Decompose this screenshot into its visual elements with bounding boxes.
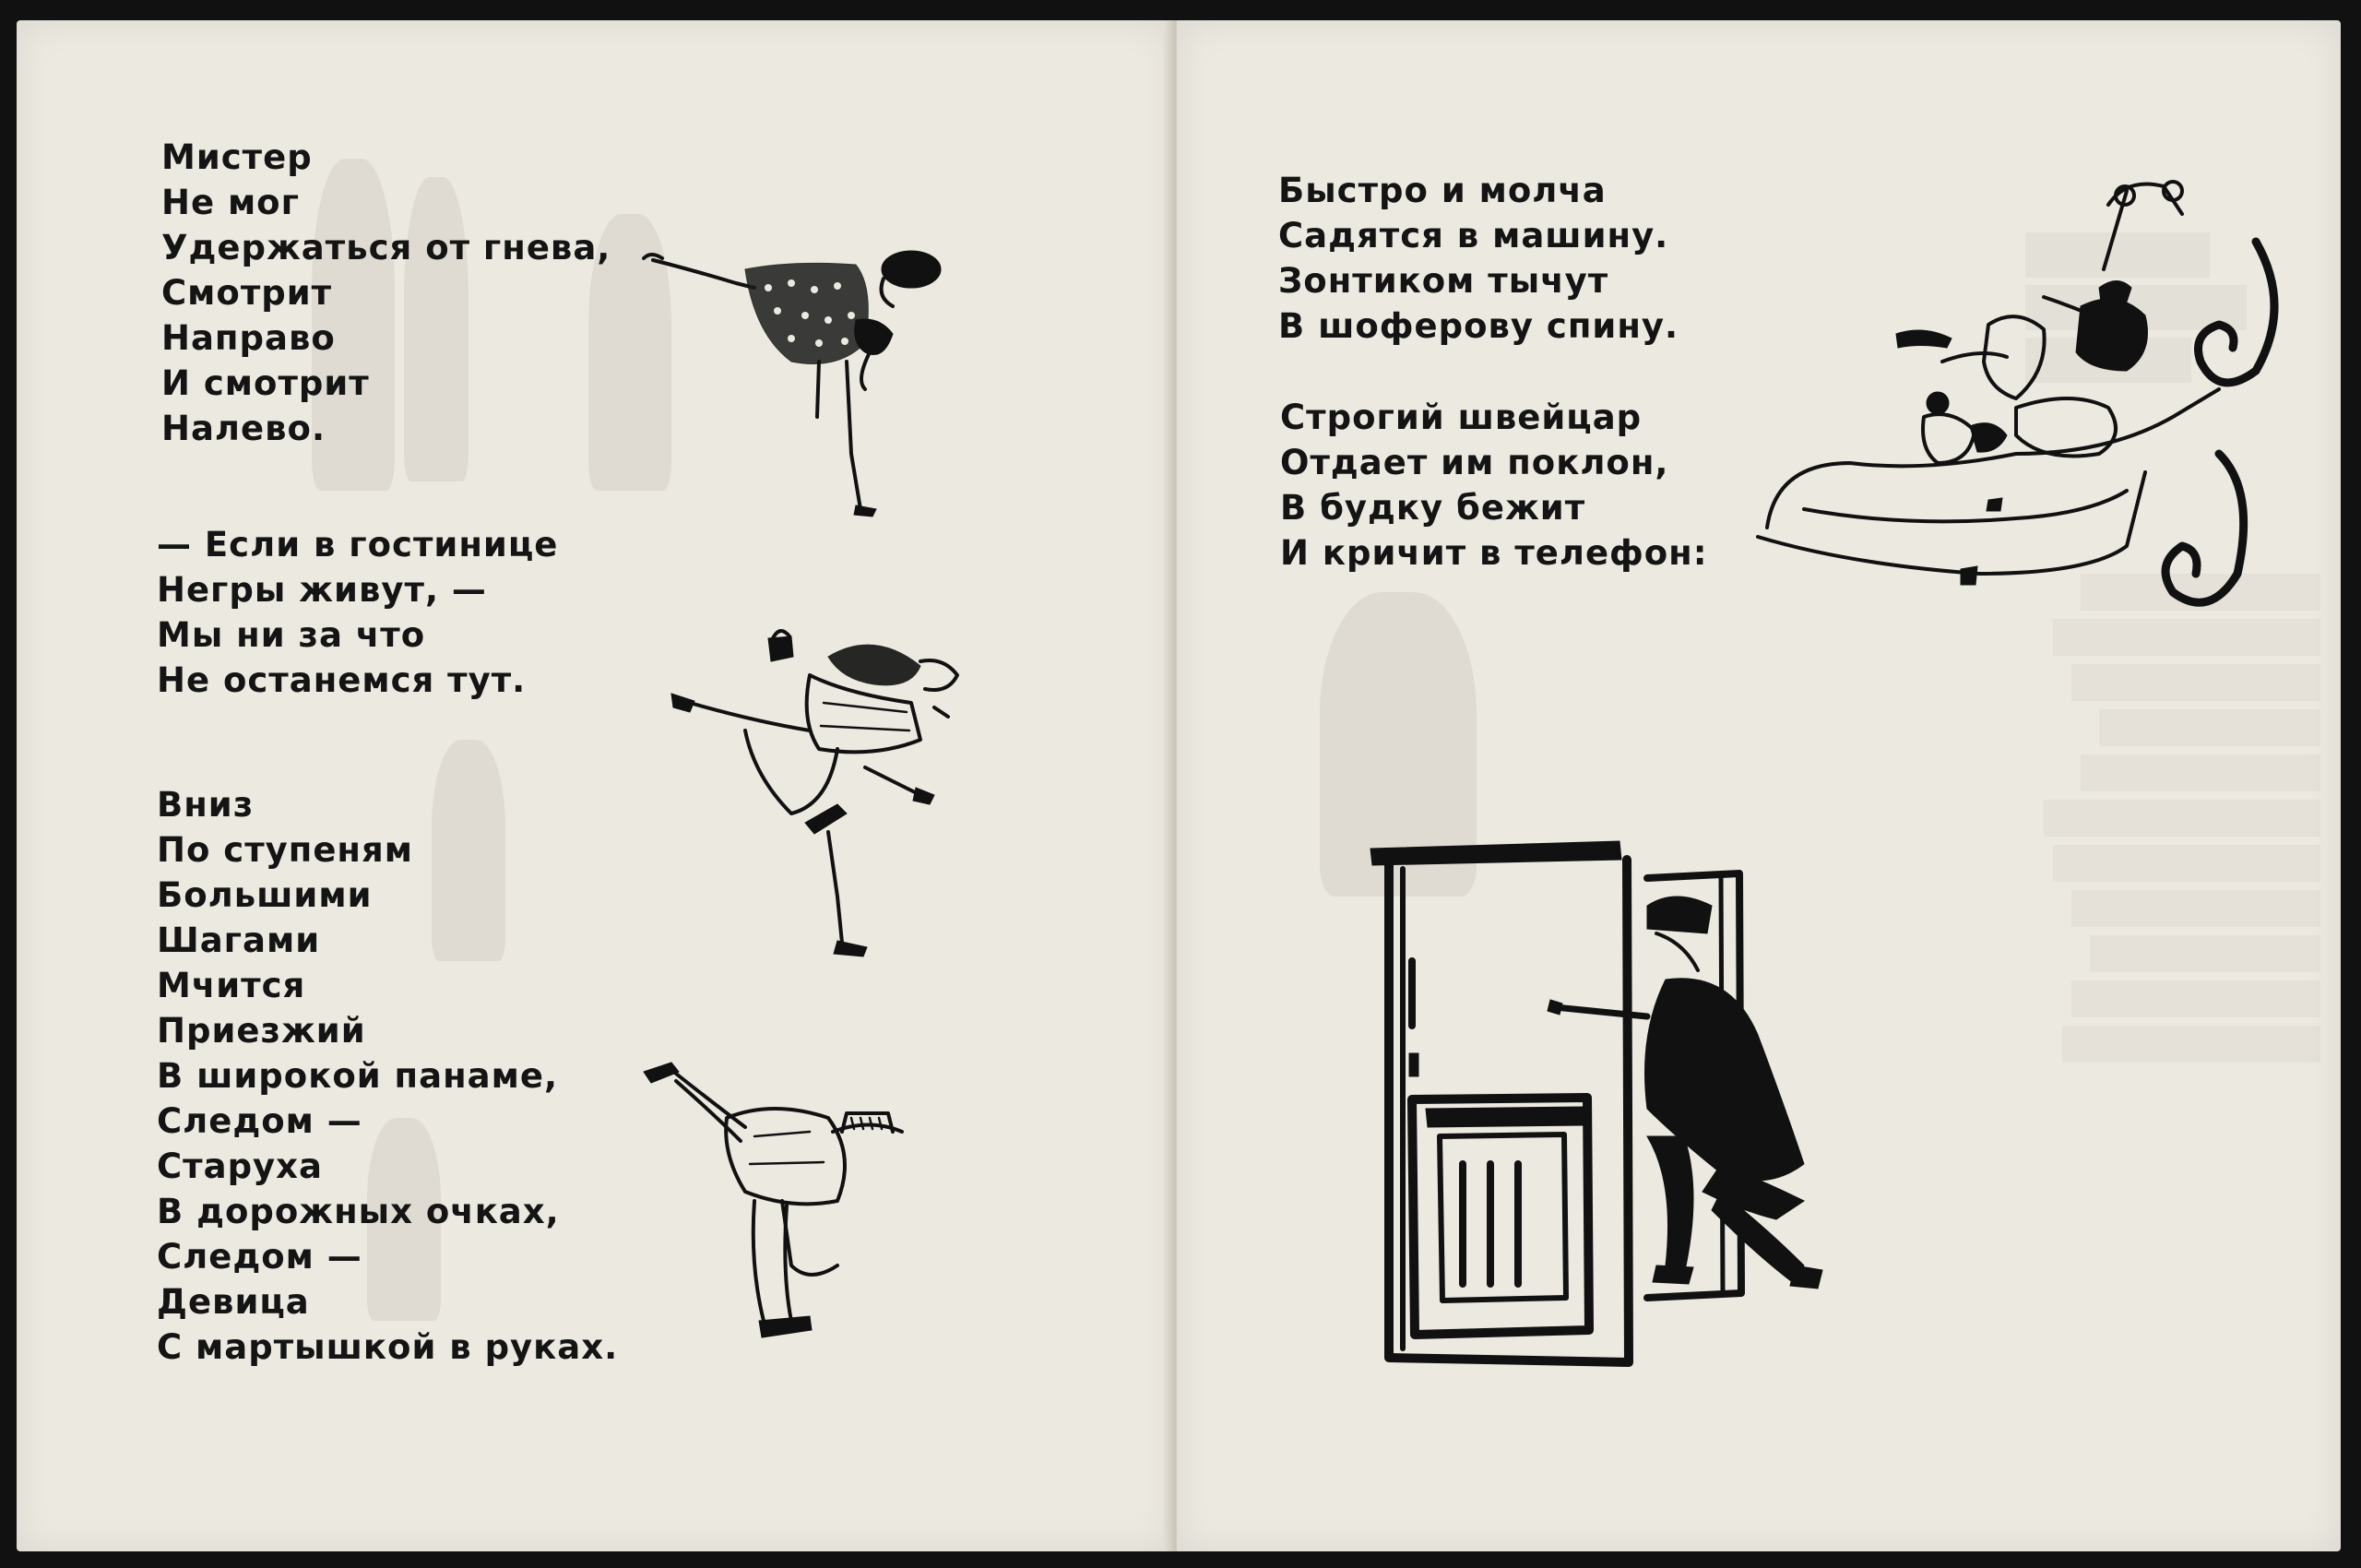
old-woman-running-illustration bbox=[616, 620, 1059, 989]
verse-line: Негры живут, — bbox=[157, 570, 487, 610]
verse-line: Следом — bbox=[157, 1101, 362, 1141]
stanza-3 bbox=[157, 782, 618, 1370]
car-with-passengers-illustration bbox=[1739, 159, 2274, 657]
verse-line: Мистер bbox=[161, 137, 313, 177]
stanza-2 bbox=[157, 522, 558, 703]
stanza-4 bbox=[1278, 168, 1679, 349]
verse-line: С мартышкой в руках. bbox=[157, 1327, 619, 1367]
verse-line: Девица bbox=[157, 1282, 310, 1322]
verse-line: Следом — bbox=[157, 1237, 362, 1277]
verse-line: Отдает им поклон, bbox=[1280, 443, 1669, 482]
right-page bbox=[1177, 20, 2341, 1551]
verse-line: — Если в гостинице bbox=[157, 525, 559, 564]
stanza-5 bbox=[1280, 395, 1708, 576]
left-page bbox=[17, 20, 1173, 1551]
verse-line: Зонтиком тычут bbox=[1278, 261, 1609, 301]
verse-line: Удержаться от гнева, bbox=[161, 228, 611, 267]
verse-line: Налево. bbox=[161, 409, 326, 448]
verse-line: Шагами bbox=[157, 921, 321, 960]
verse-line: Мчится bbox=[157, 966, 306, 1005]
stanza-1 bbox=[161, 135, 611, 451]
verse-line: Не мог bbox=[161, 183, 300, 222]
man-in-panama-running-illustration bbox=[625, 1044, 1068, 1395]
verse-line: Направо bbox=[161, 318, 336, 358]
verse-line: Большими bbox=[157, 875, 373, 915]
woman-with-monkey-illustration bbox=[635, 232, 1077, 528]
verse-line: Приезжий bbox=[157, 1011, 366, 1051]
verse-line: Не останемся тут. bbox=[157, 660, 527, 700]
verse-line: По ступеням bbox=[157, 830, 413, 870]
verse-line: Мы ни за что bbox=[157, 615, 426, 655]
verse-line: Старуха bbox=[157, 1146, 324, 1186]
verse-line: И смотрит bbox=[161, 363, 370, 403]
verse-line: В шоферову спину. bbox=[1278, 306, 1679, 346]
doorman-at-booth-illustration bbox=[1370, 832, 2256, 1404]
verse-line: И кричит в телефон: bbox=[1280, 533, 1708, 573]
verse-line: В широкой панаме, bbox=[157, 1056, 559, 1096]
verse-line: Вниз bbox=[157, 785, 255, 825]
verse-line: Смотрит bbox=[161, 273, 333, 313]
verse-line: Строгий швейцар bbox=[1280, 398, 1643, 437]
verse-line: В дорожных очках, bbox=[157, 1192, 560, 1231]
verse-line: Быстро и молча bbox=[1278, 171, 1607, 210]
verse-line: В будку бежит bbox=[1280, 488, 1586, 528]
verse-line: Садятся в машину. bbox=[1278, 216, 1669, 255]
